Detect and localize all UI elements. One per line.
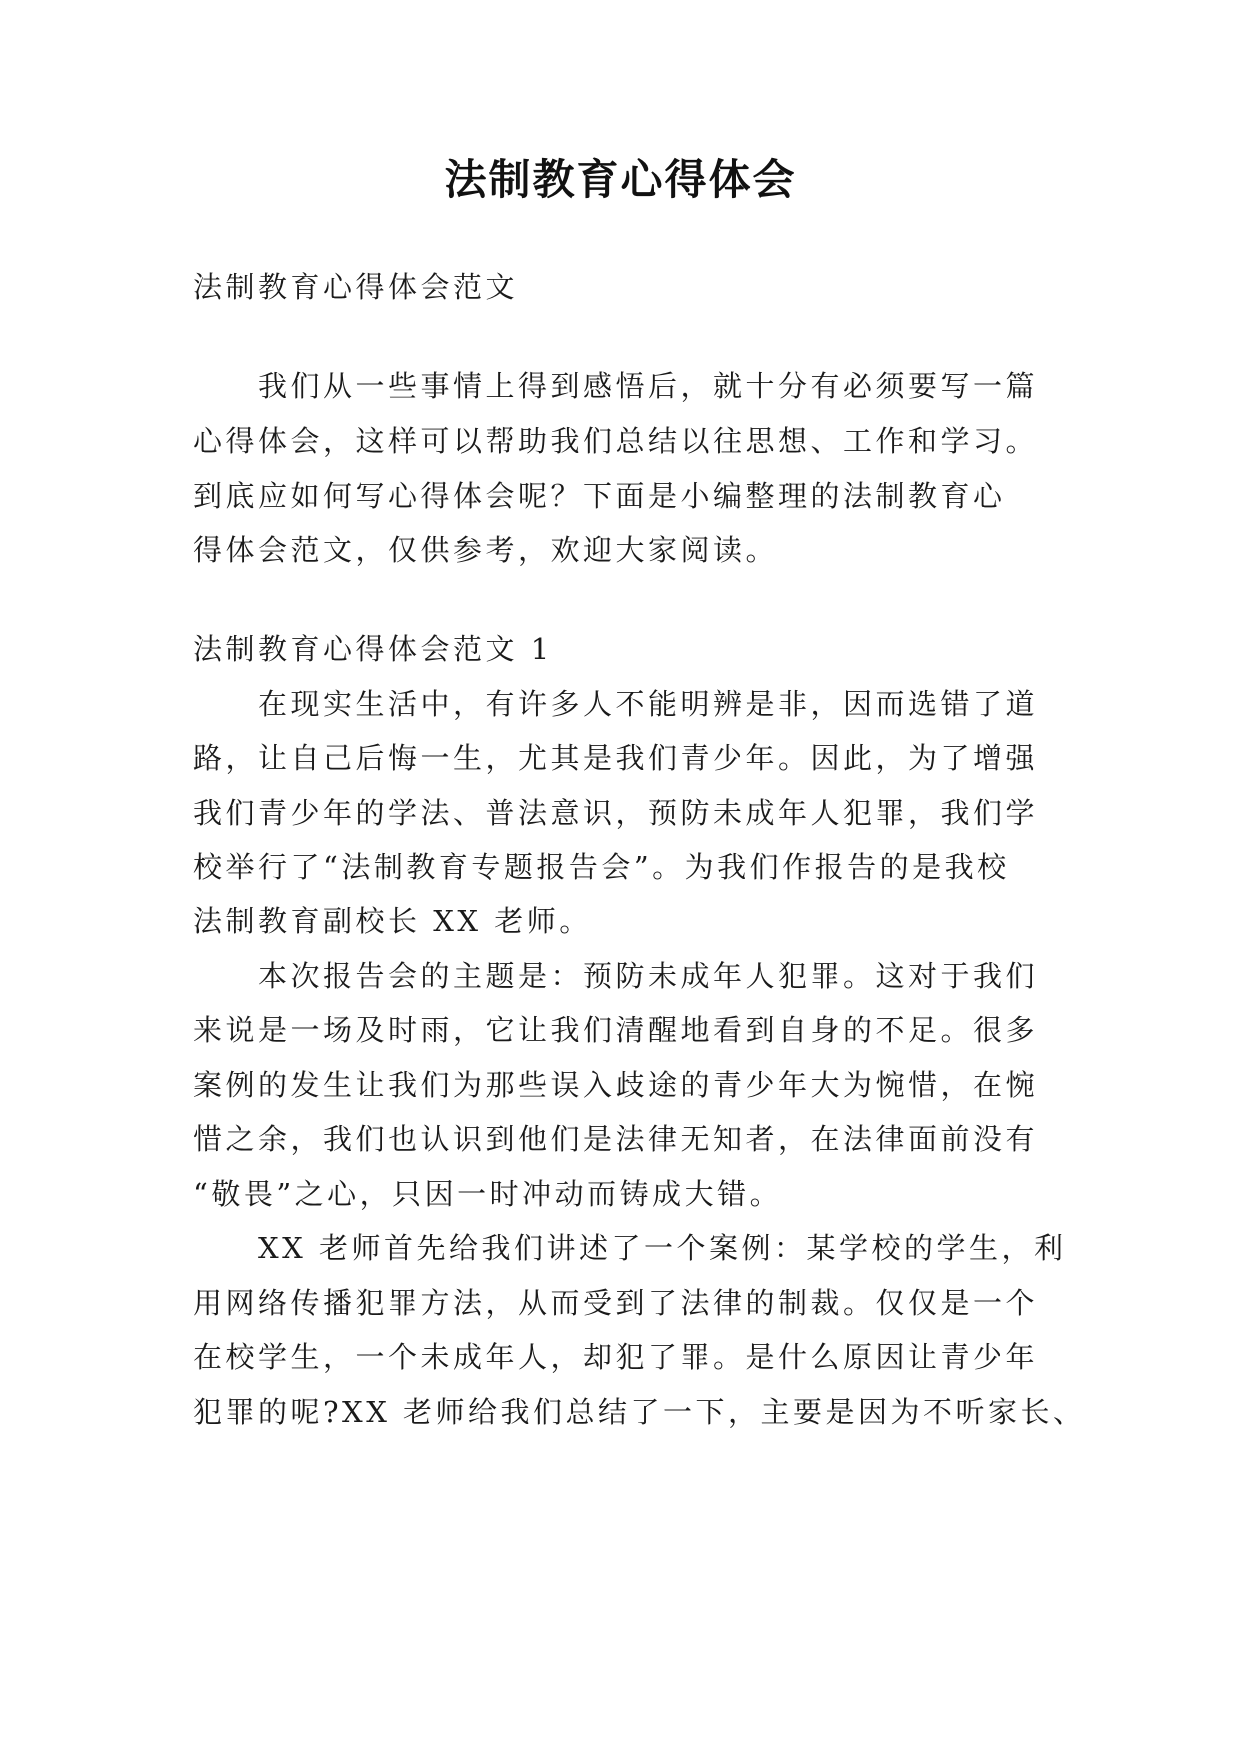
intro-line: 我们从一些事情上得到感悟后，就十分有必须要写一篇: [258, 369, 1039, 403]
paragraph-line: 法制教育副校长 XX 老师。: [193, 904, 592, 938]
section-heading: 法制教育心得体会范文 1: [193, 632, 553, 666]
intro-line: 到底应如何写心得体会呢？下面是小编整理的法制教育心: [193, 479, 1006, 513]
paragraph-line: 犯罪的呢?XX 老师给我们总结了一下，主要是因为不听家长、: [193, 1395, 1086, 1429]
paragraph-line: 来说是一场及时雨，它让我们清醒地看到自身的不足。很多: [193, 1013, 1039, 1047]
intro-line: 得体会范文，仅供参考，欢迎大家阅读。: [193, 533, 779, 567]
paragraph-line: 路，让自己后悔一生，尤其是我们青少年。因此，为了增强: [193, 741, 1039, 775]
paragraph-line: 惜之余，我们也认识到他们是法律无知者，在法律面前没有: [193, 1122, 1039, 1156]
document-subtitle: 法制教育心得体会范文: [193, 270, 519, 304]
paragraph-line: 案例的发生让我们为那些误入歧途的青少年大为惋惜，在惋: [193, 1068, 1039, 1102]
paragraph-line: “敬畏”之心，只因一时冲动而铸成大错。: [193, 1177, 783, 1211]
intro-line: 心得体会，这样可以帮助我们总结以往思想、工作和学习。: [193, 424, 1039, 458]
paragraph-line: XX 老师首先给我们讲述了一个案例：某学校的学生，利: [258, 1231, 1067, 1265]
paragraph-line: 校举行了“法制教育专题报告会”。为我们作报告的是我校: [193, 850, 1010, 884]
paragraph-line: 在现实生活中，有许多人不能明辨是非，因而选错了道: [258, 687, 1039, 721]
paragraph-line: 用网络传播犯罪方法，从而受到了法律的制裁。仅仅是一个: [193, 1286, 1039, 1320]
paragraph-line: 在校学生，一个未成年人，却犯了罪。是什么原因让青少年: [193, 1340, 1039, 1374]
document-title: 法制教育心得体会: [444, 155, 797, 204]
paragraph-line: 我们青少年的学法、普法意识，预防未成年人犯罪，我们学: [193, 796, 1039, 830]
paragraph-line: 本次报告会的主题是：预防未成年人犯罪。这对于我们: [258, 959, 1039, 993]
